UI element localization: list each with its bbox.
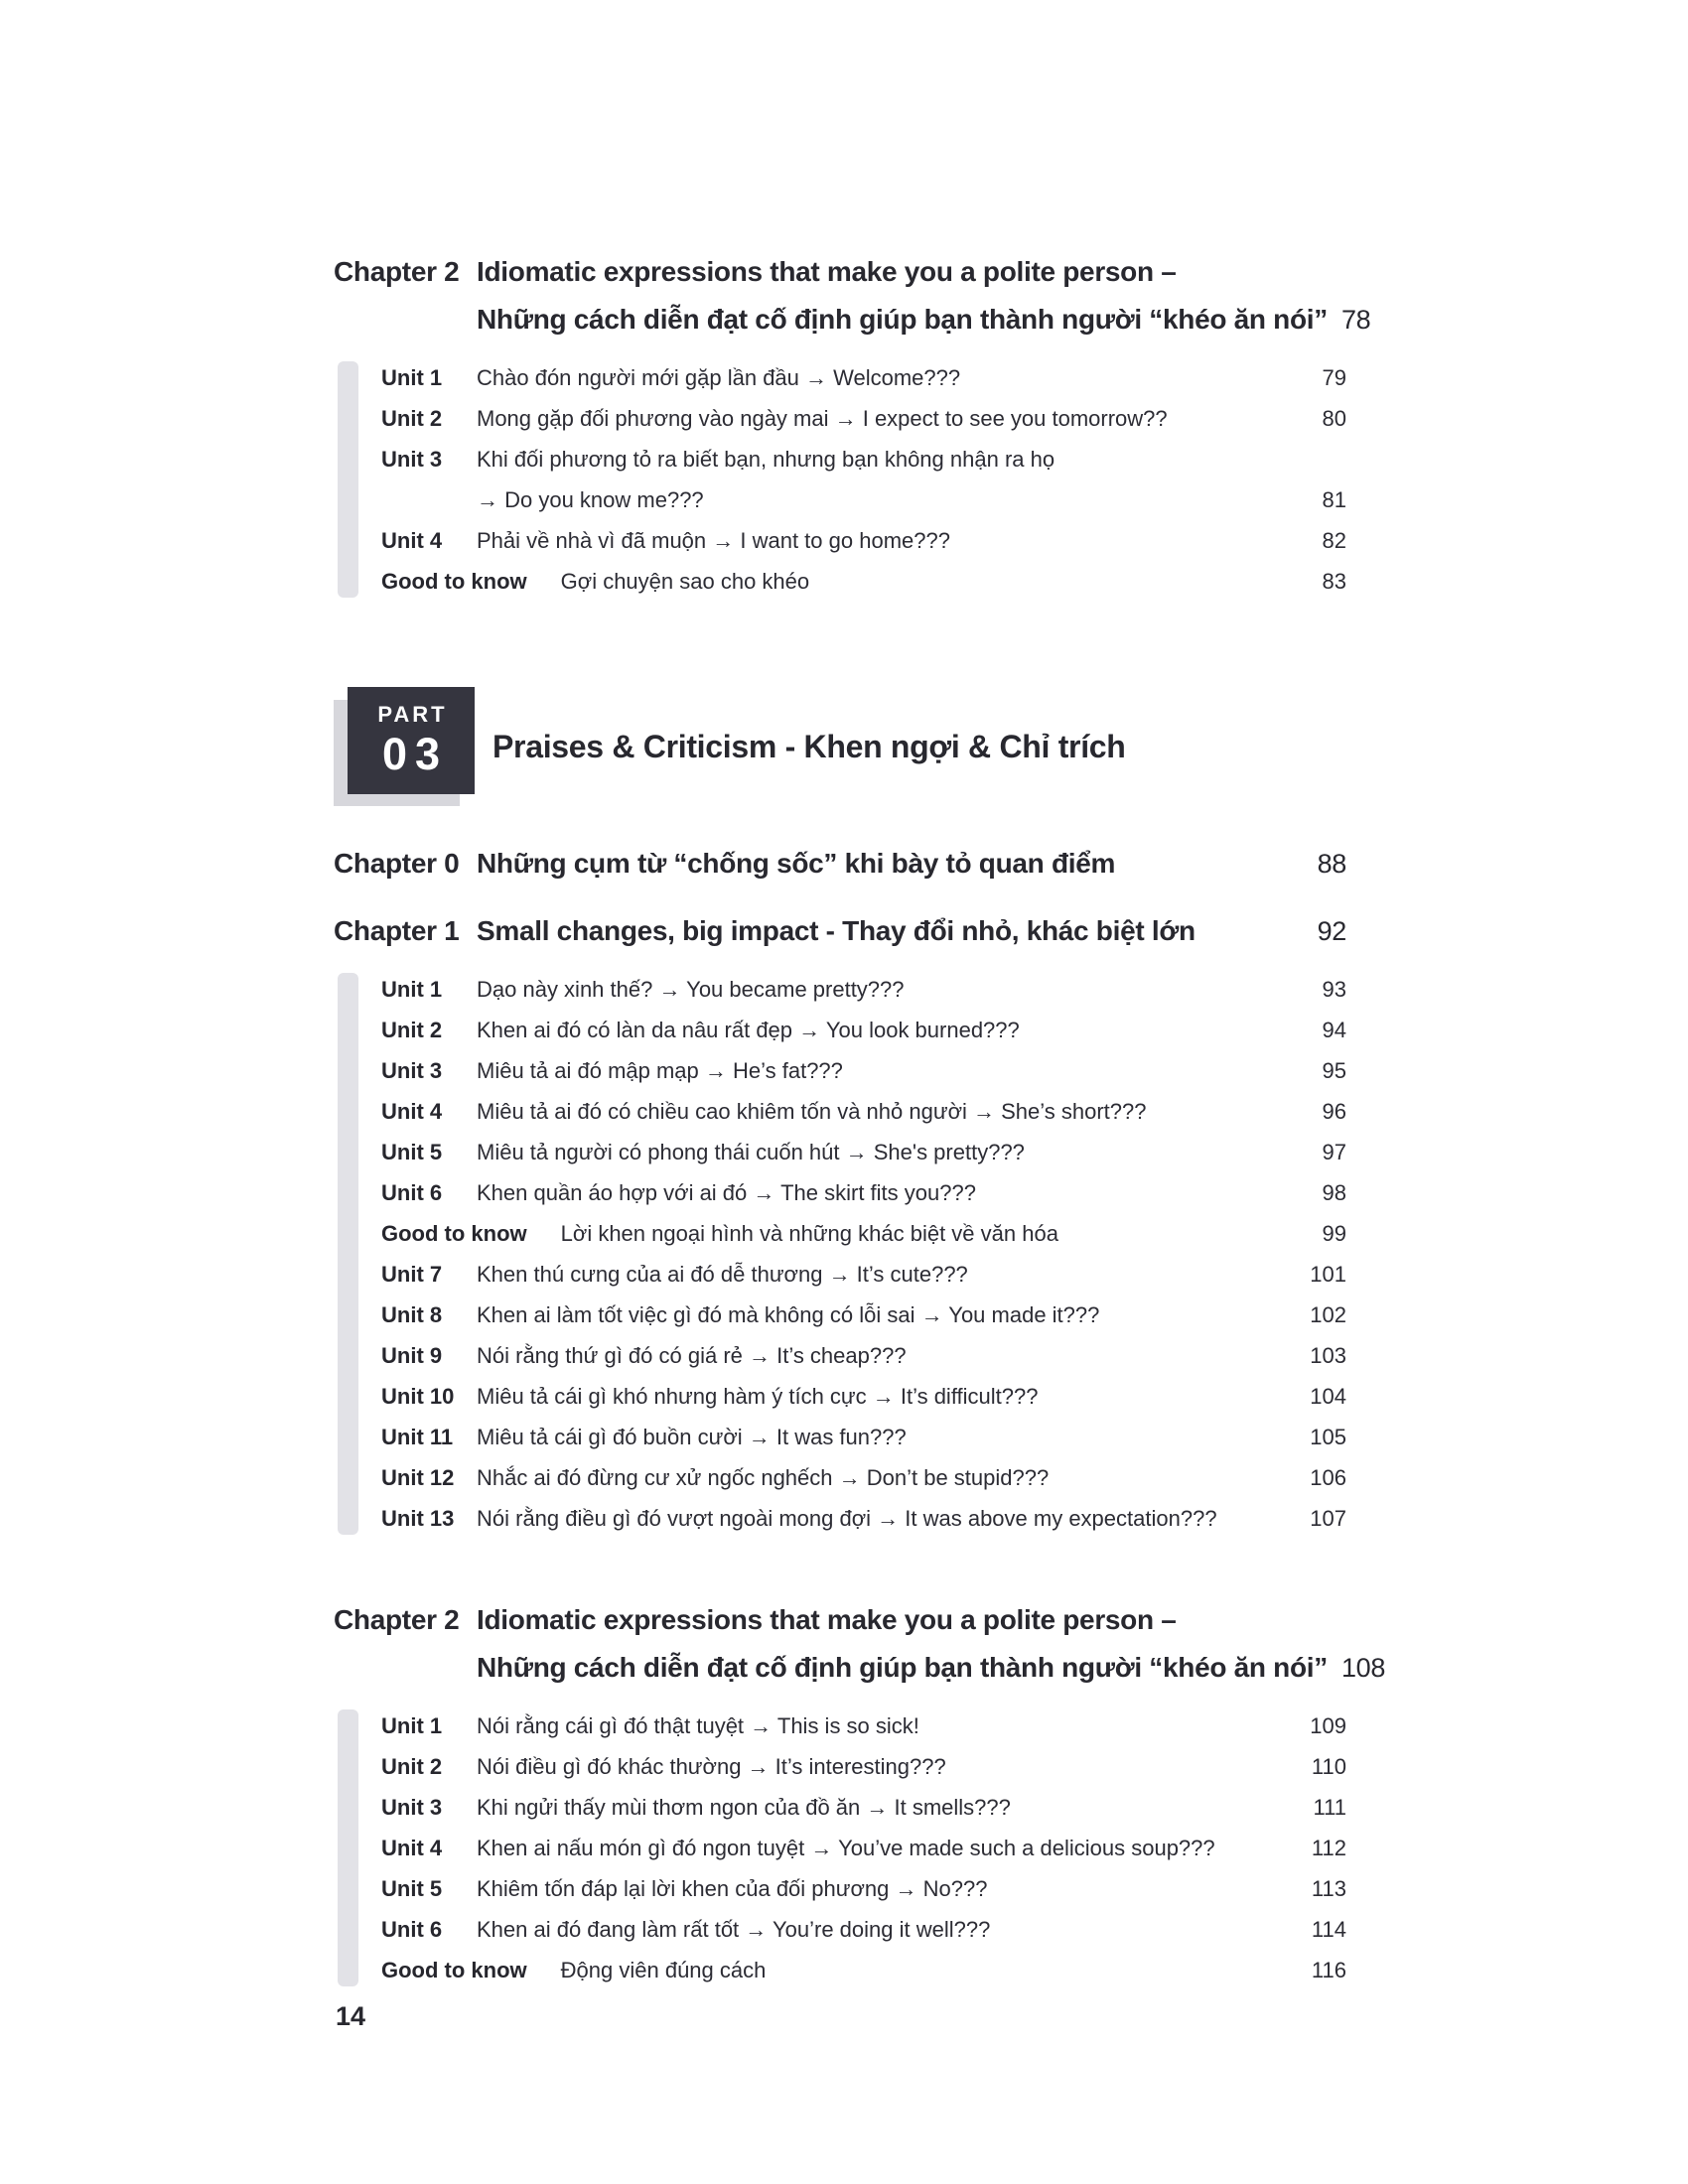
unit-row: [381, 1376, 1346, 1417]
unit-row: [381, 1706, 1346, 1746]
part-header: [334, 687, 1346, 806]
unit-title: Chào đón người mới gặp lần đầu → Welcome???: [477, 365, 961, 390]
unit-label: Unit 3: [381, 1795, 443, 1820]
unit-title: Khen ai đó có làn da nâu rất đẹp → You look burned???: [477, 1018, 1020, 1042]
chapter-page-number: 78: [1340, 305, 1371, 335]
part-number: 03: [381, 728, 449, 779]
unit-page-number: 83: [1322, 569, 1346, 594]
unit-label: Unit 3: [381, 447, 443, 472]
unit-row: [381, 1091, 1346, 1132]
unit-row: [381, 1457, 1346, 1498]
section-chapter-1: [334, 907, 1346, 1539]
unit-page-number: 113: [1311, 1876, 1346, 1901]
unit-label: Unit 4: [381, 1836, 443, 1860]
unit-label: Unit 5: [381, 1140, 443, 1164]
unit-page-number: 99: [1322, 1221, 1346, 1246]
unit-row: [381, 969, 1346, 1010]
good-to-know-row: [381, 1950, 1346, 1990]
unit-label: Unit 12: [381, 1465, 455, 1490]
section-chapter-0: [334, 840, 1346, 887]
unit-row: [381, 1828, 1346, 1868]
chapter-title: [477, 248, 1371, 343]
unit-title-line1: Khi đối phương tỏ ra biết bạn, nhưng bạn không nhận ra họ: [477, 447, 1055, 472]
unit-label: Unit 13: [381, 1506, 455, 1531]
unit-label: Unit 7: [381, 1262, 443, 1287]
unit-page-number: 82: [1322, 528, 1346, 553]
unit-row: [381, 398, 1346, 439]
unit-page-number: 106: [1310, 1465, 1346, 1490]
part-kicker: PART: [377, 701, 448, 727]
chapter-page-number: 108: [1340, 1653, 1386, 1683]
unit-label: Unit 4: [381, 528, 443, 553]
chapter-title-text: Small changes, big impact - Thay đổi nhỏ, khác biệt lớn: [477, 915, 1196, 946]
unit-page-number: 95: [1322, 1058, 1346, 1083]
part-badge-box: [348, 687, 475, 794]
chapter-title-line1: Idiomatic expressions that make you a polite person –: [477, 1604, 1177, 1635]
unit-row: [381, 1909, 1346, 1950]
unit-row: [381, 1787, 1346, 1828]
unit-label: Unit 11: [381, 1425, 454, 1449]
unit-label: Unit 10: [381, 1384, 455, 1409]
unit-page-number: 114: [1311, 1917, 1346, 1942]
chapter-label: Chapter 1: [334, 915, 460, 946]
unit-label: Unit 8: [381, 1302, 443, 1327]
unit-page-number: 96: [1322, 1099, 1346, 1124]
unit-title: Nói rằng cái gì đó thật tuyệt → This is so sick!: [477, 1713, 919, 1738]
unit-page-number: 98: [1322, 1180, 1346, 1205]
unit-page-number: 80: [1322, 406, 1346, 431]
part-badge: [334, 687, 475, 806]
unit-title: Miêu tả cái gì khó nhưng hàm ý tích cực → It’s difficult???: [477, 1384, 1039, 1409]
unit-page-number: 79: [1322, 365, 1346, 390]
unit-row: [381, 1132, 1346, 1172]
unit-page-number: 112: [1311, 1836, 1346, 1860]
part-title: Praises & Criticism - Khen ngợi & Chỉ trích: [492, 728, 1126, 764]
unit-title: Khen ai nấu món gì đó ngon tuyệt → You’ve made such a delicious soup???: [477, 1836, 1215, 1860]
unit-label: Unit 5: [381, 1876, 443, 1901]
chapter-title-line1: Idiomatic expressions that make you a polite person –: [477, 256, 1177, 287]
chapter-title: [477, 840, 1346, 887]
unit-label: Unit 2: [381, 406, 443, 431]
unit-page-number: 104: [1310, 1384, 1346, 1409]
good-to-know-label: Good to know: [381, 1221, 527, 1246]
chapter-title: [477, 1596, 1386, 1692]
unit-list-accent-bar: [338, 1709, 358, 1986]
chapter-label: Chapter 2: [334, 1604, 460, 1635]
good-to-know-row: [381, 1213, 1346, 1254]
chapter-page-number: 92: [1317, 916, 1346, 946]
unit-page-number: 94: [1322, 1018, 1346, 1042]
unit-page-number: 103: [1310, 1343, 1346, 1368]
unit-list-accent-bar: [338, 973, 358, 1535]
unit-title: Miêu tả ai đó có chiều cao khiêm tốn và nhỏ người → She’s short???: [477, 1099, 1147, 1124]
unit-row: [381, 1498, 1346, 1539]
unit-row: [381, 1746, 1346, 1787]
unit-row: [381, 1050, 1346, 1091]
unit-page-number: 102: [1310, 1302, 1346, 1327]
unit-row: [381, 1172, 1346, 1213]
unit-page-number: 116: [1311, 1958, 1346, 1982]
chapter-page-number: 88: [1317, 849, 1346, 879]
unit-label: Unit 9: [381, 1343, 443, 1368]
good-to-know-label: Good to know: [381, 1958, 527, 1982]
unit-row: [381, 1254, 1346, 1295]
unit-row: [381, 439, 1346, 520]
toc-content: [334, 248, 1386, 1990]
section-prev-chapter: [334, 248, 1371, 602]
good-to-know-label: Good to know: [381, 569, 527, 594]
unit-title: Dạo này xinh thế? → You became pretty???: [477, 977, 905, 1002]
unit-title: Khen thú cưng của ai đó dễ thương → It’s cute???: [477, 1262, 968, 1287]
unit-list: [334, 969, 1346, 1539]
unit-row: [381, 357, 1346, 398]
unit-page-number: 107: [1310, 1506, 1346, 1531]
unit-label: Unit 2: [381, 1754, 443, 1779]
unit-title-line2: → Do you know me???: [477, 487, 704, 512]
unit-title: Nói rằng điều gì đó vượt ngoài mong đợi → It was above my expectation???: [477, 1506, 1217, 1531]
chapter-title: [477, 907, 1346, 955]
unit-label: Unit 1: [381, 977, 443, 1002]
unit-list: [334, 1706, 1346, 1990]
unit-list-accent-bar: [338, 361, 358, 598]
unit-page-number: 110: [1311, 1754, 1346, 1779]
unit-title: Nói rằng thứ gì đó có giá rẻ → It’s cheap???: [477, 1343, 907, 1368]
unit-title: Khi ngửi thấy mùi thơm ngon của đồ ăn → It smells???: [477, 1795, 1011, 1820]
chapter-title-line2: Những cách diễn đạt cố định giúp bạn thành người “khéo ăn nói”: [477, 304, 1328, 335]
chapter-heading: [334, 907, 1346, 955]
unit-label: Unit 6: [381, 1917, 443, 1942]
chapter-title-line2: Những cách diễn đạt cố định giúp bạn thành người “khéo ăn nói”: [477, 1652, 1328, 1683]
unit-page-number: 101: [1310, 1262, 1346, 1287]
unit-page-number: 105: [1310, 1425, 1346, 1449]
good-to-know-title: Gợi chuyện sao cho khéo: [560, 569, 810, 594]
unit-row: [381, 1295, 1346, 1335]
unit-page-number: 97: [1322, 1140, 1346, 1164]
good-to-know-title: Động viên đúng cách: [560, 1958, 767, 1982]
chapter-label: Chapter 2: [334, 256, 460, 287]
unit-title: Khen quần áo hợp với ai đó → The skirt fits you???: [477, 1180, 976, 1205]
unit-page-number: 93: [1322, 977, 1346, 1002]
unit-title: Miêu tả người có phong thái cuốn hút → She's pretty???: [477, 1140, 1025, 1164]
section-chapter-2: [334, 1596, 1386, 1990]
unit-list: [334, 357, 1346, 602]
chapter-title-text: Những cụm từ “chống sốc” khi bày tỏ quan điểm: [477, 848, 1116, 879]
unit-title: Miêu tả cái gì đó buồn cười → It was fun???: [477, 1425, 907, 1449]
chapter-heading: [334, 248, 1371, 343]
unit-row: [381, 520, 1346, 561]
unit-title: Khiêm tốn đáp lại lời khen của đối phương → No???: [477, 1876, 988, 1901]
unit-title: Miêu tả ai đó mập mạp → He’s fat???: [477, 1058, 843, 1083]
unit-label: Unit 2: [381, 1018, 443, 1042]
unit-page-number: 109: [1310, 1713, 1346, 1738]
unit-title: Nhắc ai đó đừng cư xử ngốc nghếch → Don’t be stupid???: [477, 1465, 1050, 1490]
unit-row: [381, 1010, 1346, 1050]
good-to-know-row: [381, 561, 1346, 602]
page-number: 14: [336, 2001, 366, 2031]
chapter-label: Chapter 0: [334, 848, 460, 879]
chapter-heading: [334, 840, 1346, 887]
unit-page-number: 81: [1322, 487, 1346, 512]
unit-title: Phải về nhà vì đã muộn → I want to go home???: [477, 528, 950, 553]
unit-label: Unit 6: [381, 1180, 443, 1205]
unit-label: Unit 4: [381, 1099, 443, 1124]
unit-title: Khen ai đó đang làm rất tốt → You’re doing it well???: [477, 1917, 991, 1942]
unit-label: Unit 3: [381, 1058, 443, 1083]
unit-label: Unit 1: [381, 365, 443, 390]
unit-row: [381, 1868, 1346, 1909]
unit-title: Nói điều gì đó khác thường → It’s interesting???: [477, 1754, 946, 1779]
unit-title: Khen ai làm tốt việc gì đó mà không có lỗi sai → You made it???: [477, 1302, 1100, 1327]
unit-row: [381, 1335, 1346, 1376]
unit-title: Mong gặp đối phương vào ngày mai → I expect to see you tomorrow??: [477, 406, 1168, 431]
chapter-heading: [334, 1596, 1386, 1692]
unit-page-number: 111: [1313, 1795, 1346, 1820]
unit-label: Unit 1: [381, 1713, 443, 1738]
unit-row: [381, 1417, 1346, 1457]
good-to-know-title: Lời khen ngoại hình và những khác biệt về văn hóa: [560, 1221, 1058, 1246]
